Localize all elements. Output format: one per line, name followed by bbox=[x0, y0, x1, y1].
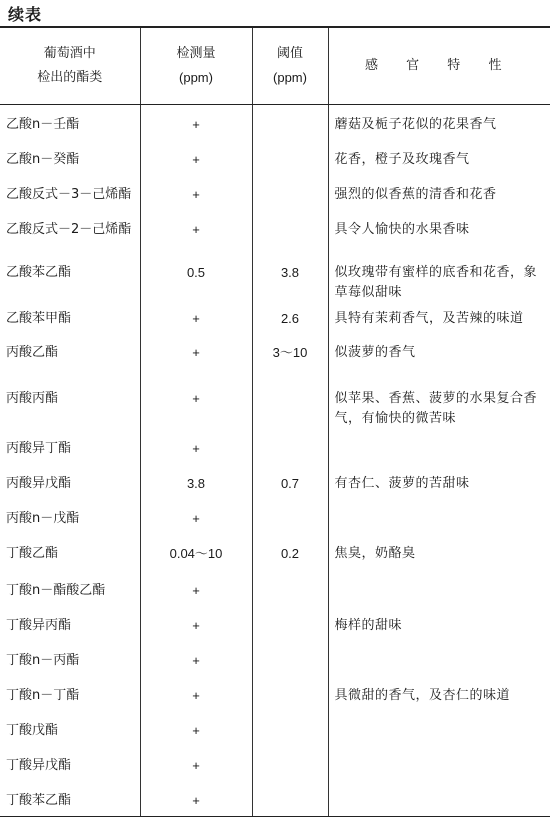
table-header bbox=[0, 27, 550, 105]
table-row bbox=[0, 746, 550, 781]
detected-value: 0.04～10 bbox=[140, 534, 252, 571]
sensory-text bbox=[328, 641, 550, 676]
ester-name: 乙酸反式－3－己烯酯 bbox=[0, 175, 140, 210]
header-ester-line2: 检出的酯类 bbox=[37, 70, 103, 85]
threshold-value bbox=[252, 499, 328, 534]
table-row bbox=[0, 571, 550, 606]
ester-name: 乙酸反式－2－己烯酯 bbox=[0, 210, 140, 245]
sensory-text bbox=[328, 499, 550, 534]
table-row bbox=[0, 606, 550, 641]
table-body bbox=[0, 105, 550, 817]
ester-name: 丙酸n－戊酯 bbox=[0, 499, 140, 534]
detected-value: + bbox=[140, 641, 252, 676]
detected-value: + bbox=[140, 781, 252, 817]
ester-name: 丙酸丙酯 bbox=[0, 371, 140, 429]
threshold-value: 0.2 bbox=[252, 534, 328, 571]
detected-value: + bbox=[140, 606, 252, 641]
header-ester-line1: 葡萄酒中 bbox=[43, 46, 96, 61]
ester-name: 乙酸n－壬酯 bbox=[0, 105, 140, 141]
ester-name: 丁酸乙酯 bbox=[0, 534, 140, 571]
table-row bbox=[0, 499, 550, 534]
threshold-value bbox=[252, 746, 328, 781]
ester-name: 乙酸苯甲酯 bbox=[0, 303, 140, 337]
threshold-value: 3～10 bbox=[252, 337, 328, 371]
threshold-value bbox=[252, 676, 328, 711]
detected-value: + bbox=[140, 746, 252, 781]
detected-value: + bbox=[140, 105, 252, 141]
ester-name: 丁酸n－丙酯 bbox=[0, 641, 140, 676]
table-row bbox=[0, 140, 550, 175]
detected-value: + bbox=[140, 303, 252, 337]
sensory-text bbox=[328, 429, 550, 464]
detected-value: 3.8 bbox=[140, 464, 252, 499]
detected-value: + bbox=[140, 210, 252, 245]
table-row bbox=[0, 175, 550, 210]
threshold-value bbox=[252, 781, 328, 817]
header-threshold-line1: 阈值 bbox=[276, 46, 303, 61]
detected-value: + bbox=[140, 140, 252, 175]
threshold-value bbox=[252, 429, 328, 464]
sensory-text: 蘑菇及栀子花似的花果香气 bbox=[334, 117, 497, 132]
sensory-text: 焦臭，奶酪臭 bbox=[334, 546, 416, 561]
threshold-value bbox=[252, 105, 328, 141]
sensory-text: 似玫瑰带有蜜样的底香和花香，象草莓似甜味 bbox=[334, 265, 538, 300]
sensory-text: 具令人愉快的水果香味 bbox=[334, 222, 470, 237]
sensory-text: 强烈的似香蕉的清香和花香 bbox=[334, 187, 497, 202]
sensory-text bbox=[328, 711, 550, 746]
table-row bbox=[0, 711, 550, 746]
ester-name: 丁酸n－酯酸乙酯 bbox=[0, 571, 140, 606]
table-row bbox=[0, 429, 550, 464]
sensory-text: 似菠萝的香气 bbox=[334, 345, 416, 360]
header-threshold-line2: (ppm) bbox=[273, 70, 307, 85]
detected-value: + bbox=[140, 571, 252, 606]
detected-value: + bbox=[140, 676, 252, 711]
threshold-value bbox=[252, 175, 328, 210]
sensory-text: 具特有茉莉香气，及苦辣的味道 bbox=[334, 311, 524, 326]
header-ester bbox=[0, 27, 140, 105]
ester-name: 丙酸乙酯 bbox=[0, 337, 140, 371]
threshold-value: 0.7 bbox=[252, 464, 328, 499]
threshold-value bbox=[252, 210, 328, 245]
threshold-value: 3.8 bbox=[252, 245, 328, 303]
sensory-text: 花香，橙子及玫瑰香气 bbox=[334, 152, 470, 167]
sensory-text: 有杏仁、菠萝的苦甜味 bbox=[334, 476, 470, 491]
ester-name: 丙酸异戊酯 bbox=[0, 464, 140, 499]
table-caption: 续表 bbox=[8, 5, 43, 24]
ester-name: 丁酸n－丁酯 bbox=[0, 676, 140, 711]
ester-name: 丙酸异丁酯 bbox=[0, 429, 140, 464]
detected-value: + bbox=[140, 175, 252, 210]
threshold-value bbox=[252, 571, 328, 606]
header-sensory-label: 感 官 特 性 bbox=[365, 58, 514, 73]
header-detected bbox=[140, 27, 252, 105]
table-row bbox=[0, 534, 550, 571]
header-detected-line1: 检测量 bbox=[176, 46, 216, 61]
detected-value: + bbox=[140, 371, 252, 429]
table-row bbox=[0, 464, 550, 499]
ester-name: 丁酸异丙酯 bbox=[0, 606, 140, 641]
threshold-value bbox=[252, 140, 328, 175]
ester-name: 丁酸异戊酯 bbox=[0, 746, 140, 781]
ester-name: 乙酸苯乙酯 bbox=[0, 245, 140, 303]
sensory-text bbox=[328, 571, 550, 606]
table-row bbox=[0, 337, 550, 371]
sensory-text: 似苹果、香蕉、菠萝的水果复合香气，有愉快的微苦味 bbox=[334, 391, 538, 426]
table-row bbox=[0, 641, 550, 676]
threshold-value bbox=[252, 371, 328, 429]
sensory-text bbox=[328, 781, 550, 817]
sensory-text bbox=[328, 746, 550, 781]
ester-name: 丁酸苯乙酯 bbox=[0, 781, 140, 817]
detected-value: 0.5 bbox=[140, 245, 252, 303]
detected-value: + bbox=[140, 711, 252, 746]
sensory-text: 梅样的甜味 bbox=[334, 618, 403, 633]
table-row bbox=[0, 371, 550, 429]
detected-value: + bbox=[140, 337, 252, 371]
ester-name: 丁酸戊酯 bbox=[0, 711, 140, 746]
sensory-text: 具微甜的香气，及杏仁的味道 bbox=[334, 688, 511, 703]
header-detected-line2: (ppm) bbox=[179, 70, 213, 85]
header-sensory bbox=[328, 27, 550, 105]
threshold-value: 2.6 bbox=[252, 303, 328, 337]
table-row bbox=[0, 781, 550, 817]
ester-table bbox=[0, 26, 550, 817]
ester-name: 乙酸n－癸酯 bbox=[0, 140, 140, 175]
table-row bbox=[0, 105, 550, 141]
threshold-value bbox=[252, 606, 328, 641]
table-row bbox=[0, 676, 550, 711]
header-threshold bbox=[252, 27, 328, 105]
table-row bbox=[0, 303, 550, 337]
detected-value: + bbox=[140, 429, 252, 464]
detected-value: + bbox=[140, 499, 252, 534]
threshold-value bbox=[252, 711, 328, 746]
table-row bbox=[0, 210, 550, 245]
threshold-value bbox=[252, 641, 328, 676]
table-row bbox=[0, 245, 550, 303]
